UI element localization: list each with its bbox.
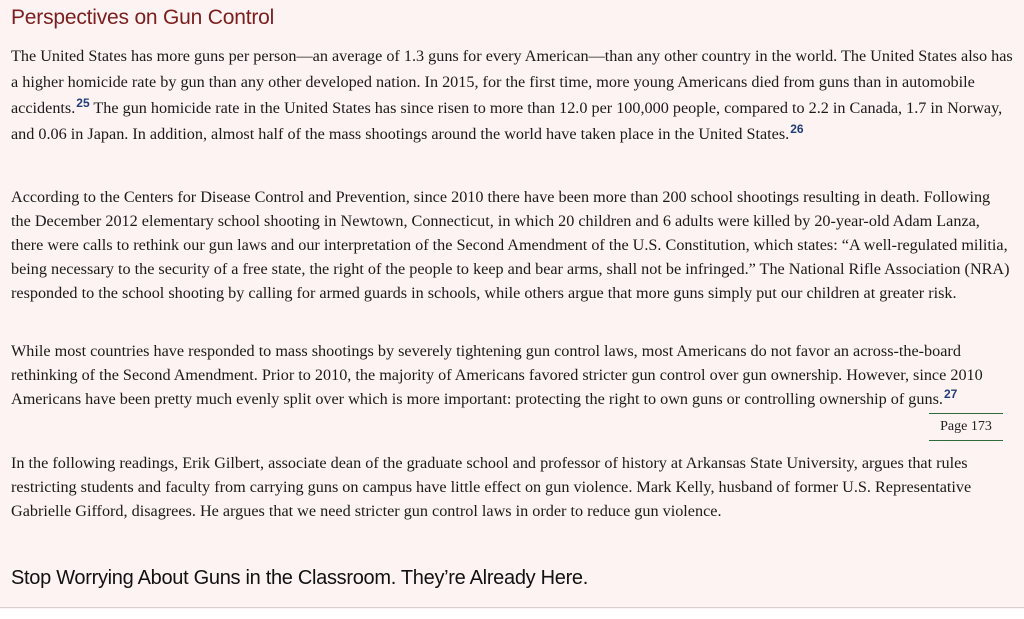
page-number-marker: Page 173 <box>929 413 1003 441</box>
paragraph-gun-statistics <box>11 43 1013 147</box>
footnote-link-26[interactable]: 26 <box>790 121 804 136</box>
footnote-link-27[interactable]: 27 <box>943 386 958 401</box>
page-bottom-strip <box>0 609 1024 619</box>
paragraph-readings-intro: In the following readings, Erik Gilbert, associate dean of the graduate school and professor of history at Arkansas State University, argues that rules restricting students and faculty from carrying guns on campus have little effect on gun violence. Mark Kelly, husband of former U.S. Representative Gabrielle Gifford, disagrees. He argues that we need stricter gun control laws in order to reduce gun violence. <box>11 454 972 520</box>
paragraph-text: The United States has more guns per person—an average of 1.3 guns for every American—than any other country in the world. The United States also has a higher homicide rate by gun than any other developed nation. In 2015, for the first time, more young Americans died from guns than in automobile accidents. <box>11 47 1013 117</box>
paragraph-school-shootings: According to the Centers for Disease Control and Prevention, since 2010 there have been more than 200 school shootings resulting in death. Following the December 2012 elementary school shooting in Newtown, Connecticut, in which 20 children and 6 adults were killed by 20-year-old Adam Lanza, there were calls to rethink our gun laws and our interpretation of the Second Amendment of the U.S. Constitution, which states: “A well-regulated militia, being necessary to the security of a free state, the right of the people to keep and bear arms, shall not be infringed.” The National Rifle Association (NRA) responded to the school shooting by calling for armed guards in schools, while others argue that more guns simply put our children at greater risk. <box>11 188 1010 302</box>
paragraph-text: While most countries have responded to mass shootings by severely tightening gun control laws, most Americans do not favor an across-the-board rethinking of the Second Amendment. Prior to 2010, the majority of Americans favored stricter gun control over gun ownership. However, since 2010 Americans have been pretty much evenly split over which is more important: protecting the right to own guns or controlling ownership of guns. <box>11 342 983 408</box>
section-title: Perspectives on Gun Control <box>11 6 275 29</box>
paragraph-public-opinion <box>11 339 1013 411</box>
footnote-link-25[interactable]: 25 <box>76 95 90 110</box>
paragraph-text: The gun homicide rate in the United States has since risen to more than 12.0 per 100,000 people, compared to 2.2 in Canada, 1.7 in Norway, and 0.06 in Japan. In addition, almost half of the mass shootings around the world have taken place in the United States. <box>11 99 1003 143</box>
reading-heading: Stop Worrying About Guns in the Classroom. They’re Already Here. <box>11 567 589 589</box>
